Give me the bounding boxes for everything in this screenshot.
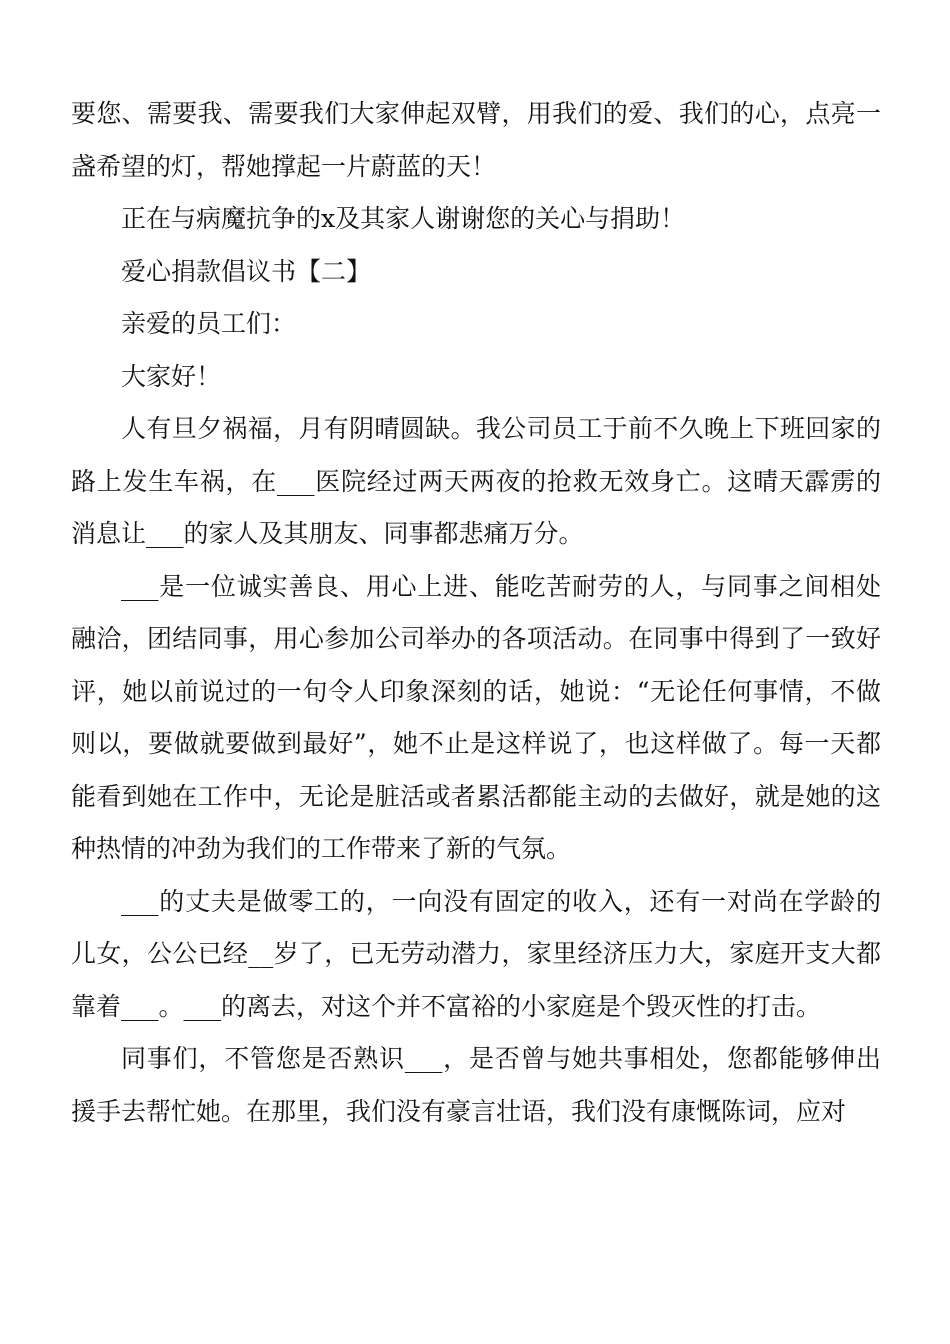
paragraph-continuation: 要您、需要我、需要我们大家伸起双臂，用我们的爱、我们的心，点亮一盏希望的灯，帮她撑起一片蔚蓝的天！	[71, 99, 881, 181]
paragraph-thanks: 正在与病魔抗争的x及其家人谢谢您的关心与捐助！	[121, 204, 686, 233]
paragraph-family: ___的丈夫是做零工的，一向没有固定的收入，还有一对尚在学龄的儿女，公公已经__岁了，已无劳动潜力，家里经济压力大，家庭开支大都靠着___。___的离去，对这个并不富裕的小家庭是个毁灭性的打击。	[71, 886, 881, 1021]
greeting: 大家好！	[121, 361, 222, 391]
paragraph-incident: 人有旦夕祸福，月有阴晴圆缺。我公司员工于前不久晚上下班回家的路上发生车祸，在___医院经过两天两夜的抢救无效身亡。这晴天霹雳的消息让___的家人及其朋友、同事都悲痛万分。	[71, 414, 881, 548]
paragraph-character: ___是一位诚实善良、用心上进、能吃苦耐劳的人，与同事之间相处融洽，团结同事，用心参加公司举办的各项活动。在同事中得到了一致好评，她以前说过的一句令人印象深刻的话，她说：“无论任何事情，不做则以，要做就要做到最好”，她不止是这样说了，也这样做了。每一天都能看到她在工作中，无论是脏活或者累活都能主动的去做好，就是她的这种热情的冲劲为我们的工作带来了新的气氛。	[71, 571, 881, 863]
section-title: 爱心捐款倡议书【二】	[121, 256, 372, 286]
document-body	[71, 88, 881, 1138]
paragraph-appeal: 同事们，不管您是否熟识___，是否曾与她共事相处，您都能够伸出援手去帮忙她。在那里，我们没有豪言壮语，我们没有康慨陈词，应对	[71, 1044, 881, 1126]
salutation: 亲爱的员工们：	[121, 309, 297, 338]
